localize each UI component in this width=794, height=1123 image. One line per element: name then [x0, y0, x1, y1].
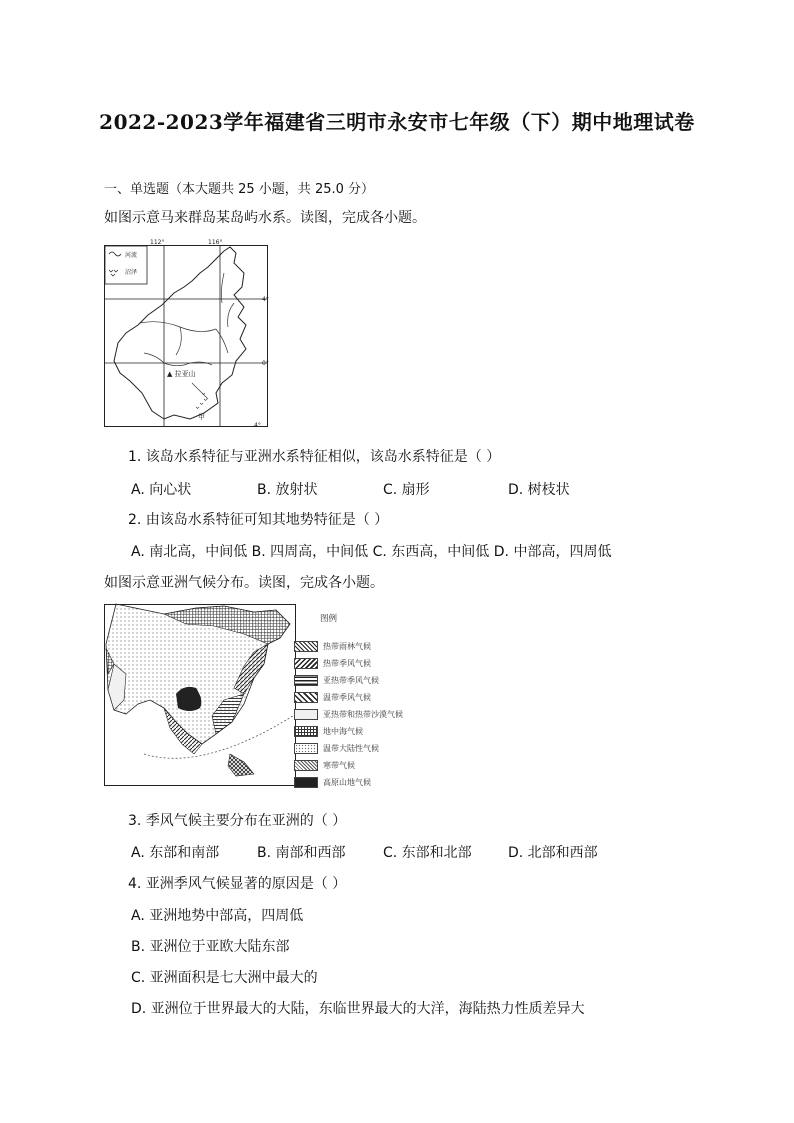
group2-intro: 如图示意亚洲气候分布。读图，完成各小题。 — [104, 575, 384, 591]
q4-option-b[interactable]: B. 亚洲位于亚欧大陆东部 — [131, 939, 290, 955]
question-3-stem: 3. 季风气候主要分布在亚洲的（ ） — [128, 813, 347, 829]
legend-label: 地中海气候 — [323, 726, 363, 736]
legend-swatch-temperate-monsoon — [294, 692, 318, 703]
legend-label: 温带季风气候 — [323, 692, 371, 702]
legend-swatch-mediterranean — [294, 726, 318, 737]
q3-option-b[interactable]: B. 南部和西部 — [257, 845, 346, 861]
page-title: 2022-2023学年福建省三明市永安市七年级（下）期中地理试卷 — [99, 110, 695, 134]
q3-option-a[interactable]: A. 东部和南部 — [131, 845, 220, 861]
group1-intro: 如图示意马来群岛某岛屿水系。读图，完成各小题。 — [104, 210, 426, 226]
q1-option-d[interactable]: D. 树枝状 — [508, 482, 570, 498]
q1-option-a[interactable]: A. 向心状 — [131, 482, 192, 498]
question-4-stem: 4. 亚洲季风气候显著的原因是（ ） — [128, 876, 347, 892]
q4-option-c[interactable]: C. 亚洲面积是七大洲中最大的 — [131, 970, 318, 986]
climate-legend — [294, 612, 444, 792]
asia-climate-map — [104, 604, 298, 788]
swamp-marks — [196, 393, 207, 409]
legend-item — [294, 742, 379, 754]
lat-label-0: 0° — [262, 360, 269, 367]
legend-river: 河流 — [125, 252, 138, 259]
lon-label-112: 112° — [150, 239, 165, 246]
lat-label-4n: 4° — [262, 296, 269, 303]
legend-item — [294, 657, 371, 669]
legend-swatch-highland — [294, 777, 318, 788]
legend-item — [294, 708, 403, 720]
legend-swamp: 沼泽 — [125, 269, 138, 276]
legend-label: 热带季风气候 — [323, 658, 371, 668]
q3-option-c[interactable]: C. 东部和北部 — [383, 845, 472, 861]
q4-option-d[interactable]: D. 亚洲位于世界最大的大陆，东临世界最大的大洋，海陆热力性质差异大 — [131, 1001, 585, 1017]
q3-option-d[interactable]: D. 北部和西部 — [508, 845, 598, 861]
legend-swatch-continental — [294, 743, 318, 754]
legend-swatch-subtropical-monsoon — [294, 675, 318, 686]
section-heading: 一、单选题（本大题共 25 小题，共 25.0 分） — [104, 182, 375, 197]
q4-option-a[interactable]: A. 亚洲地势中部高，四周低 — [131, 908, 304, 924]
legend-swatch-rainforest — [294, 641, 318, 652]
legend-title: 图例 — [320, 614, 338, 624]
legend-label: 高原山地气候 — [323, 777, 371, 787]
legend-item — [294, 776, 371, 788]
legend-label: 亚热带和热带沙漠气候 — [323, 709, 403, 719]
lon-label-116: 116° — [208, 239, 223, 246]
legend-item — [294, 674, 379, 686]
legend-item — [294, 691, 371, 703]
legend-label: 寒带气候 — [323, 760, 355, 770]
legend-item — [294, 725, 363, 737]
lat-label-4s: 4° — [254, 422, 261, 429]
legend-label: 温带大陆性气候 — [323, 743, 379, 753]
mountain-label: ▲ 拉亚山 — [167, 370, 196, 378]
highland-region — [176, 687, 201, 711]
q1-option-b[interactable]: B. 放射状 — [257, 482, 318, 498]
q2-options[interactable]: A. 南北高，中间低 B. 四周高，中间低 C. 东西高，中间低 D. 中部高，四周低 — [131, 544, 612, 560]
question-1-stem: 1. 该岛水系特征与亚洲水系特征相似，该岛水系特征是（ ） — [128, 449, 501, 465]
point-jia-label: 甲 — [198, 413, 205, 421]
legend-item — [294, 759, 355, 771]
island-river-map — [104, 239, 270, 429]
legend-swatch-polar — [294, 760, 318, 771]
legend-swatch-desert — [294, 709, 318, 720]
legend-item — [294, 640, 371, 652]
legend-label: 热带雨林气候 — [323, 641, 371, 651]
legend-swatch-tropical-monsoon — [294, 658, 318, 669]
legend-label: 亚热带季风气候 — [323, 675, 379, 685]
question-2-stem: 2. 由该岛水系特征可知其地势特征是（ ） — [128, 512, 389, 528]
q1-option-c[interactable]: C. 扇形 — [383, 482, 430, 498]
